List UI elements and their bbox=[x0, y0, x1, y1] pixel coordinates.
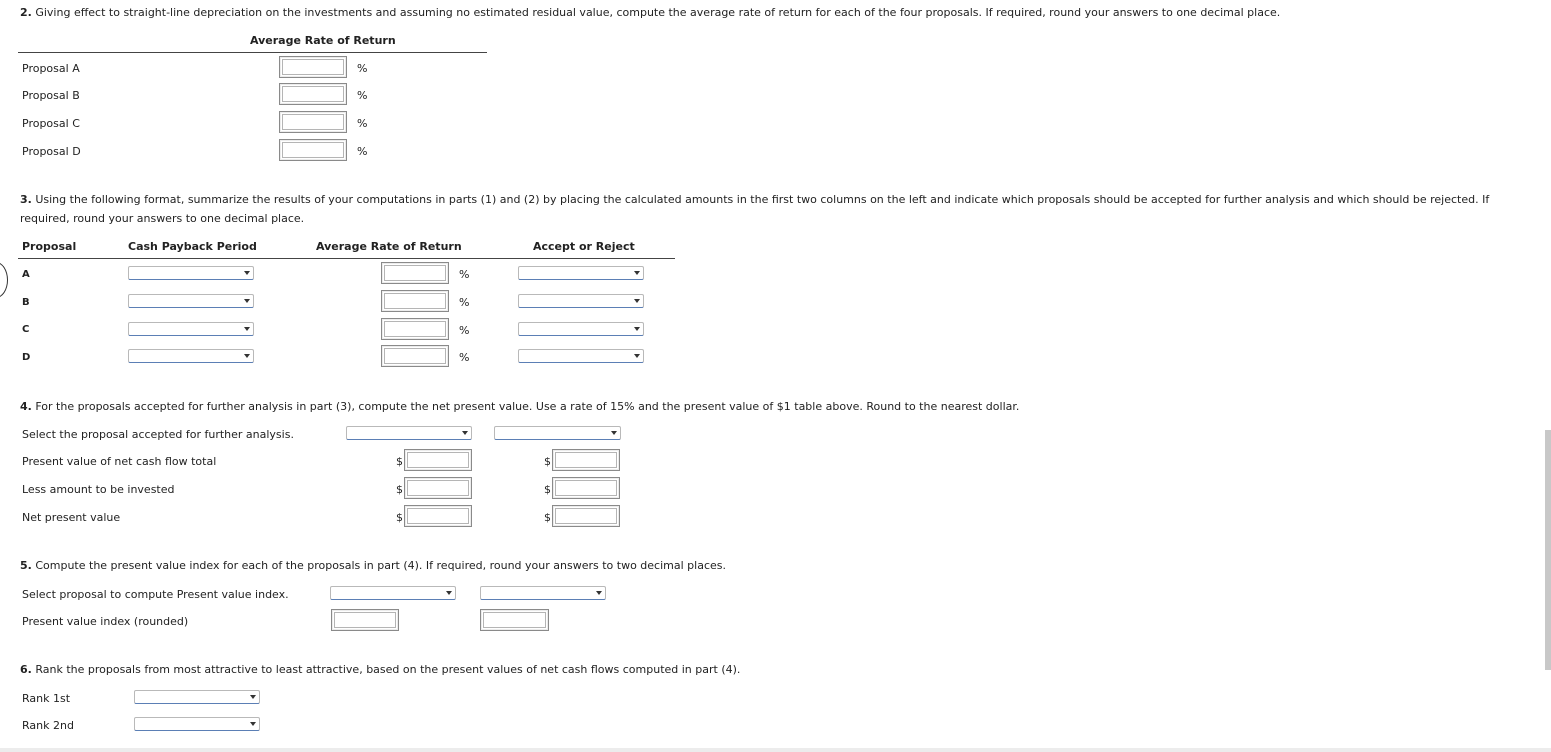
q2-input-b[interactable] bbox=[279, 83, 347, 105]
q3-header-accept-reject: Accept or Reject bbox=[533, 240, 635, 253]
q3-unit-b: % bbox=[459, 296, 470, 309]
q2-row-label-c: Proposal C bbox=[22, 117, 80, 130]
chevron-down-icon bbox=[244, 299, 250, 303]
q6-number: 6. bbox=[20, 663, 32, 676]
q3-payback-select-a[interactable] bbox=[128, 266, 254, 280]
q4-npv-input-1[interactable] bbox=[404, 505, 472, 527]
q4-currency-pv-2: $ bbox=[544, 455, 551, 468]
q5-proposal-select-2[interactable] bbox=[480, 586, 606, 600]
q4-text: For the proposals accepted for further analysis in part (3), compute the net present value. Use a rate of 15% and the present value of $1 table above. Round to the nearest dollar. bbox=[35, 400, 1020, 413]
chevron-down-icon bbox=[611, 431, 617, 435]
q3-decision-select-a[interactable] bbox=[518, 266, 644, 280]
q5-index-input-2[interactable] bbox=[480, 609, 549, 631]
q3-decision-select-c[interactable] bbox=[518, 322, 644, 336]
q2-number: 2. bbox=[20, 6, 32, 19]
q3-unit-a: % bbox=[459, 268, 470, 281]
q3-number: 3. bbox=[20, 193, 32, 206]
q5-instructions bbox=[20, 559, 726, 572]
q4-pv-input-2[interactable] bbox=[552, 449, 620, 471]
q5-proposal-select-1[interactable] bbox=[330, 586, 456, 600]
chevron-down-icon bbox=[250, 722, 256, 726]
q4-invest-input-2[interactable] bbox=[552, 477, 620, 499]
q6-text: Rank the proposals from most attractive to least attractive, based on the present values of net cash flows computed in part (4). bbox=[35, 663, 741, 676]
q5-index-input-1[interactable] bbox=[331, 609, 399, 631]
focus-marker bbox=[0, 262, 8, 298]
q3-header-proposal: Proposal bbox=[22, 240, 77, 253]
q4-currency-invest-2: $ bbox=[544, 483, 551, 496]
q4-pv-input-1[interactable] bbox=[404, 449, 472, 471]
q2-header-rule bbox=[18, 52, 487, 53]
chevron-down-icon bbox=[244, 327, 250, 331]
chevron-down-icon bbox=[634, 354, 640, 358]
q2-input-c[interactable] bbox=[279, 111, 347, 133]
q3-decision-select-b[interactable] bbox=[518, 294, 644, 308]
q3-payback-select-c[interactable] bbox=[128, 322, 254, 336]
q4-proposal-select-2[interactable] bbox=[494, 426, 621, 440]
q3-decision-select-d[interactable] bbox=[518, 349, 644, 363]
chevron-down-icon bbox=[250, 695, 256, 699]
q3-header-avg-return: Average Rate of Return bbox=[316, 240, 462, 253]
q2-row-label-b: Proposal B bbox=[22, 89, 80, 102]
q5-number: 5. bbox=[20, 559, 32, 572]
q3-payback-select-d[interactable] bbox=[128, 349, 254, 363]
q4-select-label: Select the proposal accepted for further analysis. bbox=[22, 428, 294, 441]
q2-col-header: Average Rate of Return bbox=[250, 34, 396, 47]
q2-input-d[interactable] bbox=[279, 139, 347, 161]
q6-rank2-label: Rank 2nd bbox=[22, 719, 74, 732]
q4-row-label-npv: Net present value bbox=[22, 511, 121, 524]
chevron-down-icon bbox=[634, 327, 640, 331]
q4-invest-input-1[interactable] bbox=[404, 477, 472, 499]
q3-avg-input-c[interactable] bbox=[381, 318, 449, 340]
q5-index-label: Present value index (rounded) bbox=[22, 615, 189, 628]
q3-row-label-b: B bbox=[22, 297, 30, 308]
chevron-down-icon bbox=[244, 354, 250, 358]
q2-unit-a: % bbox=[357, 62, 368, 75]
q4-npv-input-2[interactable] bbox=[552, 505, 620, 527]
q2-instructions bbox=[20, 6, 1280, 19]
chevron-down-icon bbox=[596, 591, 602, 595]
q4-currency-npv-2: $ bbox=[544, 511, 551, 524]
q3-unit-d: % bbox=[459, 351, 470, 364]
q4-row-label-invest: Less amount to be invested bbox=[22, 483, 175, 496]
q6-instructions bbox=[20, 663, 740, 676]
q3-avg-input-b[interactable] bbox=[381, 290, 449, 312]
q3-avg-input-a[interactable] bbox=[381, 262, 449, 284]
q3-text-line1: Using the following format, summarize the results of your computations in parts (1) and (2) by placing the calculated amounts in the first two columns on the left and indicate which proposals should be accepted for further analysis and which should be rejected. If bbox=[35, 193, 1490, 206]
q3-row-label-c: C bbox=[22, 324, 30, 335]
q2-row-label-a: Proposal A bbox=[22, 62, 80, 75]
q2-text: Giving effect to straight-line depreciation on the investments and assuming no estimated residual value, compute the average rate of return for each of the four proposals. If required, round your answers to one decimal place. bbox=[35, 6, 1281, 19]
q2-row-label-d: Proposal D bbox=[22, 145, 81, 158]
q5-text: Compute the present value index for each of the proposals in part (4). If required, round your answers to two decimal places. bbox=[35, 559, 726, 572]
q3-row-label-a: A bbox=[22, 269, 30, 280]
chevron-down-icon bbox=[634, 271, 640, 275]
q3-avg-input-d[interactable] bbox=[381, 345, 449, 367]
q3-header-rule bbox=[18, 258, 675, 259]
q6-rank2-select[interactable] bbox=[134, 717, 260, 731]
q3-payback-select-b[interactable] bbox=[128, 294, 254, 308]
q2-unit-b: % bbox=[357, 89, 368, 102]
q3-text-line2: required, round your answers to one decimal place. bbox=[20, 212, 305, 225]
chevron-down-icon bbox=[634, 299, 640, 303]
chevron-down-icon bbox=[446, 591, 452, 595]
q5-select-label: Select proposal to compute Present value index. bbox=[22, 588, 289, 601]
q4-currency-pv-1: $ bbox=[396, 455, 403, 468]
chevron-down-icon bbox=[244, 271, 250, 275]
q2-input-a[interactable] bbox=[279, 56, 347, 78]
q3-unit-c: % bbox=[459, 324, 470, 337]
q4-instructions bbox=[20, 400, 1019, 413]
q4-proposal-select-1[interactable] bbox=[346, 426, 472, 440]
bottom-edge bbox=[0, 748, 1551, 752]
vertical-scrollbar[interactable] bbox=[1545, 430, 1551, 670]
q2-unit-c: % bbox=[357, 117, 368, 130]
chevron-down-icon bbox=[462, 431, 468, 435]
q2-unit-d: % bbox=[357, 145, 368, 158]
q4-number: 4. bbox=[20, 400, 32, 413]
q4-row-label-pv: Present value of net cash flow total bbox=[22, 455, 217, 468]
q4-currency-invest-1: $ bbox=[396, 483, 403, 496]
q6-rank1-select[interactable] bbox=[134, 690, 260, 704]
q4-currency-npv-1: $ bbox=[396, 511, 403, 524]
q3-instructions bbox=[20, 193, 1489, 206]
q6-rank1-label: Rank 1st bbox=[22, 692, 71, 705]
q3-header-cash-payback: Cash Payback Period bbox=[128, 240, 257, 253]
q3-row-label-d: D bbox=[22, 352, 31, 363]
